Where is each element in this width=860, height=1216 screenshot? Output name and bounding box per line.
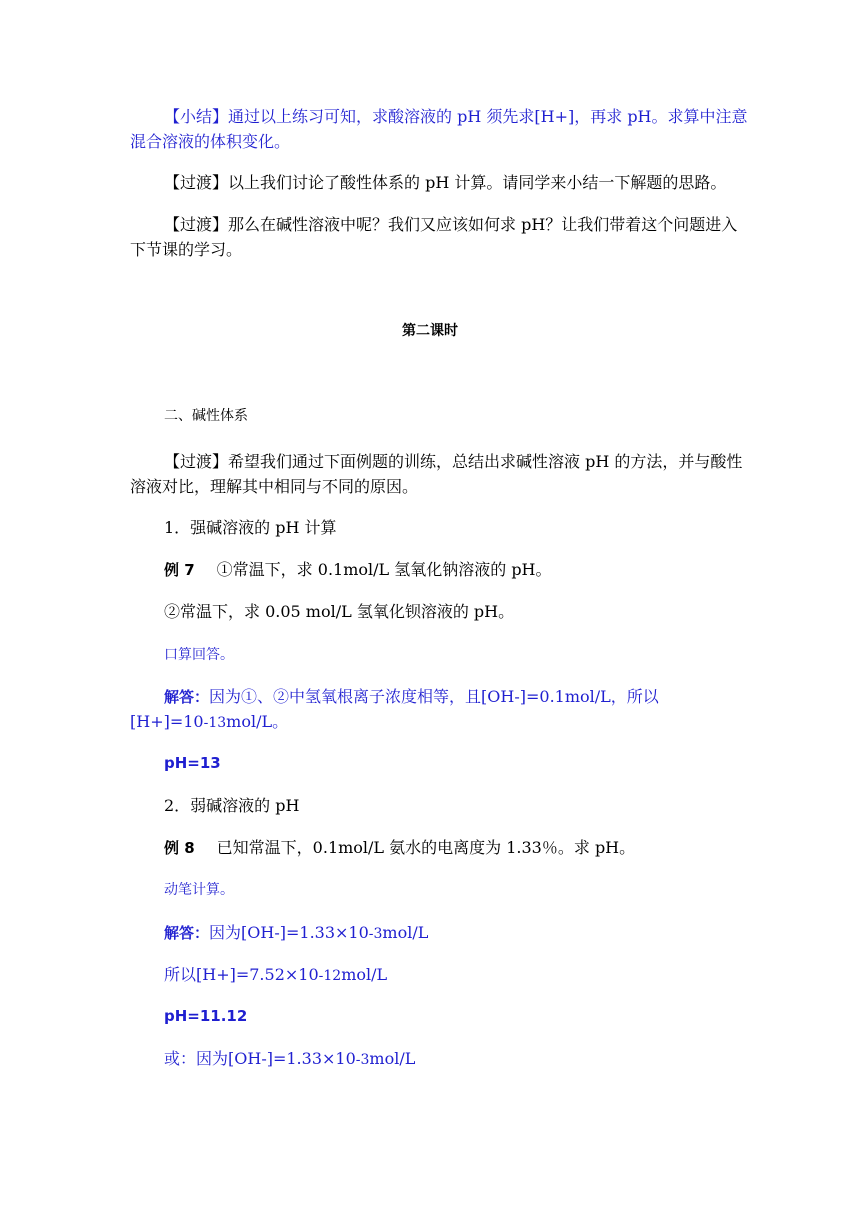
answer-7-exponent: -13	[203, 715, 227, 731]
example-8-text: 已知常温下，0.1mol/L 氨水的电离度为 1.33％。求 pH。	[216, 838, 636, 857]
answer-8-alt-oh-conc: 或：因为[OH-]=1.33×10	[164, 1049, 356, 1068]
transition-1-text: 以上我们讨论了酸性体系的 pH 计算。请同学来小结一下解题的思路。	[228, 173, 727, 192]
answer-8-label: 解答：	[164, 924, 210, 942]
example-7-label: 例 7	[164, 561, 195, 579]
answer-8-exp-1: -3	[368, 926, 383, 942]
transition-3-tag: 【过渡】	[164, 452, 229, 471]
section-heading: 二、碱性体系	[164, 408, 248, 424]
summary-text: 通过以上练习可知，求酸溶液的 pH 须先求[H+]，再求 pH。求算中注意	[228, 107, 748, 126]
summary-tag: 【小结】	[164, 107, 229, 126]
transition-2-text: 那么在碱性溶液中呢？我们又应该如何求 pH？让我们带着这个问题进入	[228, 215, 738, 234]
transition-1	[164, 170, 764, 195]
answer-8-line-1	[164, 920, 764, 947]
transition-3-text: 希望我们通过下面例题的训练，总结出求碱性溶液 pH 的方法，并与酸性	[228, 452, 743, 471]
answer-8-h-conc: 所以[H+]=7.52×10	[164, 965, 319, 984]
subheading-weak-base: 2．弱碱溶液的 pH	[164, 796, 300, 815]
answer-7-h-conc: [H+]=10	[130, 712, 204, 731]
example-7	[164, 557, 764, 583]
pen-calc-note: 动笔计算。	[164, 882, 234, 898]
example-7-part-2: ②常温下，求 0.05 mol/L 氢氧化钡溶液的 pH。	[164, 602, 515, 621]
answer-8-unit-3: mol/L	[369, 1049, 416, 1068]
answer-7-line-1	[164, 684, 764, 710]
transition-3-text-cont: 溶液对比，理解其中相同与不同的原因。	[130, 477, 419, 496]
summary-line-1	[164, 104, 764, 129]
transition-2-tag: 【过渡】	[164, 215, 229, 234]
answer-8-result: pH=11.12	[164, 1007, 248, 1025]
answer-8-alt-line	[164, 1046, 764, 1073]
answer-8-unit-2: mol/L	[341, 965, 388, 984]
transition-1-tag: 【过渡】	[164, 173, 229, 192]
example-8	[164, 835, 764, 861]
answer-8-oh-conc: 因为[OH-]=1.33×10	[209, 923, 369, 942]
example-7-text: ①常温下，求 0.1mol/L 氢氧化钠溶液的 pH。	[216, 560, 552, 579]
answer-7-line-2	[130, 709, 730, 736]
transition-2-line-1	[164, 212, 764, 237]
oral-answer-note: 口算回答。	[164, 647, 234, 663]
subheading-strong-base: 1．强碱溶液的 pH 计算	[164, 518, 337, 537]
summary-text-cont: 混合溶液的体积变化。	[130, 132, 291, 151]
transition-2-text-cont: 下节课的学习。	[130, 240, 243, 259]
transition-3-line-2	[130, 474, 730, 499]
answer-7-label: 解答：	[164, 688, 210, 706]
summary-line-2	[130, 129, 730, 154]
answer-8-exp-2: -12	[318, 968, 342, 984]
answer-7-text: 因为①、②中氢氧根离子浓度相等，且[OH-]=0.1mol/L，所以	[209, 687, 659, 706]
answer-8-unit-1: mol/L	[382, 923, 429, 942]
lesson-title: 第二课时	[402, 323, 458, 339]
answer-8-line-2	[164, 962, 764, 989]
transition-3-line-1	[164, 449, 764, 474]
example-8-label: 例 8	[164, 839, 195, 857]
answer-7-result: pH=13	[164, 754, 221, 772]
transition-2-line-2	[130, 237, 730, 262]
answer-8-exp-3: -3	[355, 1052, 370, 1068]
answer-7-unit: mol/L。	[226, 712, 289, 731]
